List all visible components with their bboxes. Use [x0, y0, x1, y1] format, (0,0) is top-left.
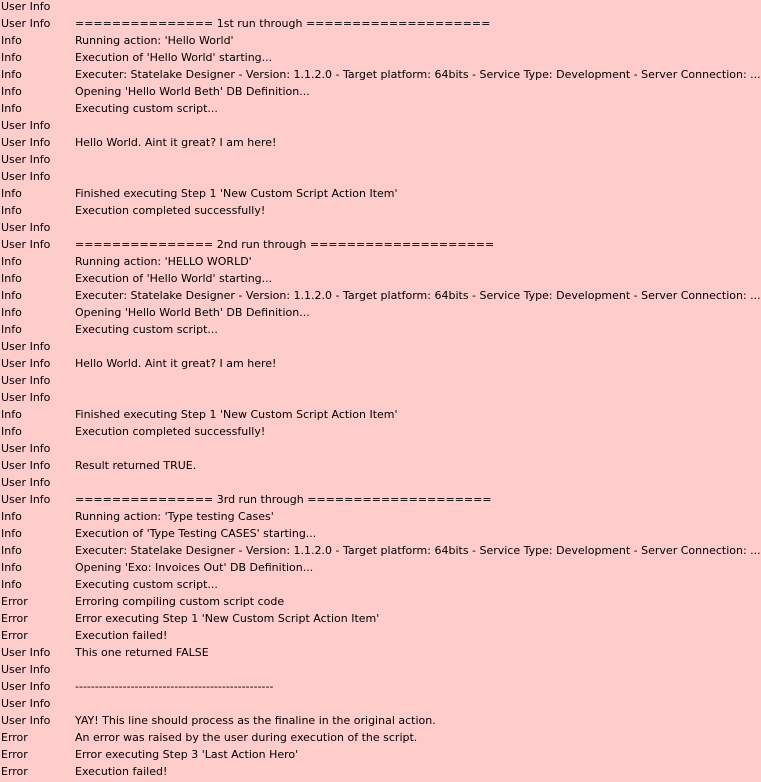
log-message: Hello World. Aint it great? I am here! — [75, 136, 277, 149]
log-level: User Info — [1, 714, 51, 727]
log-message: YAY! This line should process as the finaline in the original action. — [75, 714, 436, 727]
log-entry[interactable] — [0, 187, 704, 204]
log-entry[interactable] — [0, 204, 704, 221]
log-level: Info — [1, 34, 22, 47]
log-level: User Info — [1, 442, 51, 455]
log-entry[interactable] — [0, 544, 761, 561]
log-message: Execution failed! — [75, 765, 168, 778]
log-level: User Info — [1, 680, 51, 693]
log-entry[interactable] — [0, 714, 704, 731]
log-level: Info — [1, 289, 22, 302]
log-entry[interactable] — [0, 68, 761, 85]
log-entry[interactable] — [0, 255, 704, 272]
log-level: User Info — [1, 0, 51, 13]
log-entry[interactable] — [0, 102, 704, 119]
log-entry[interactable] — [0, 561, 704, 578]
log-entry[interactable] — [0, 612, 704, 629]
log-level: Error — [1, 595, 28, 608]
log-entry[interactable] — [0, 476, 704, 493]
log-level: Info — [1, 102, 22, 115]
log-entry[interactable] — [0, 663, 704, 680]
log-level: User Info — [1, 493, 51, 506]
log-entry[interactable] — [0, 0, 704, 17]
log-entry[interactable] — [0, 731, 704, 748]
log-message: Running action: 'Type testing Cases' — [75, 510, 274, 523]
log-entry[interactable] — [0, 765, 704, 782]
log-entry[interactable] — [0, 357, 704, 374]
log-entry[interactable] — [0, 51, 704, 68]
log-level: User Info — [1, 170, 51, 183]
log-message: Execution of 'Hello World' starting... — [75, 51, 273, 64]
log-level: User Info — [1, 697, 51, 710]
log-entry[interactable] — [0, 238, 704, 255]
log-message: Opening 'Exo: Invoices Out' DB Definition... — [75, 561, 314, 574]
log-message: Executing custom script... — [75, 578, 218, 591]
log-level: User Info — [1, 374, 51, 387]
log-level: Info — [1, 561, 22, 574]
log-message: Error executing Step 3 'Last Action Hero' — [75, 748, 299, 761]
log-level: Info — [1, 85, 22, 98]
log-entry[interactable] — [0, 391, 704, 408]
log-message: Opening 'Hello World Beth' DB Definition... — [75, 85, 310, 98]
log-message: Hello World. Aint it great? I am here! — [75, 357, 277, 370]
log-message: Finished executing Step 1 'New Custom Script Action Item' — [75, 187, 398, 200]
log-entry[interactable] — [0, 459, 704, 476]
log-level: Error — [1, 731, 28, 744]
log-message: Execution of 'Type Testing CASES' starting... — [75, 527, 317, 540]
log-entry[interactable] — [0, 323, 704, 340]
log-message: -------------------------------------------------- — [75, 680, 274, 693]
log-level: Info — [1, 51, 22, 64]
log-entry[interactable] — [0, 425, 704, 442]
log-entry[interactable] — [0, 170, 704, 187]
log-level: Info — [1, 323, 22, 336]
log-entry[interactable] — [0, 442, 704, 459]
log-message: Finished executing Step 1 'New Custom Script Action Item' — [75, 408, 398, 421]
log-message: Executer: Statelake Designer - Version: 1.1.2.0 - Target platform: 64bits - Service Type: Development - Server Connection: ... — [75, 68, 761, 81]
log-entry[interactable] — [0, 119, 704, 136]
log-level: User Info — [1, 646, 51, 659]
log-level: User Info — [1, 238, 51, 251]
log-level: Info — [1, 578, 22, 591]
log-entry[interactable] — [0, 340, 704, 357]
log-level: Info — [1, 68, 22, 81]
log-level: Info — [1, 306, 22, 319]
log-level: Error — [1, 612, 28, 625]
log-message: Running action: 'Hello World' — [75, 34, 234, 47]
log-message: =============== 2nd run through ==================== — [75, 238, 495, 251]
log-entry[interactable] — [0, 595, 704, 612]
log-message: =============== 3rd run through ==================== — [75, 493, 492, 506]
log-message: Executing custom script... — [75, 323, 218, 336]
log-entry[interactable] — [0, 510, 704, 527]
log-message: Executer: Statelake Designer - Version: 1.1.2.0 - Target platform: 64bits - Service Type: Development - Server Connection: ... — [75, 544, 761, 557]
log-level: Info — [1, 544, 22, 557]
log-entry[interactable] — [0, 493, 704, 510]
log-message: Execution completed successfully! — [75, 204, 266, 217]
log-entry[interactable] — [0, 289, 761, 306]
log-message: Opening 'Hello World Beth' DB Definition... — [75, 306, 310, 319]
log-level: Info — [1, 527, 22, 540]
log-message: Execution completed successfully! — [75, 425, 266, 438]
log-level: User Info — [1, 153, 51, 166]
log-level: Info — [1, 510, 22, 523]
log-level: Info — [1, 272, 22, 285]
log-level: User Info — [1, 357, 51, 370]
log-message: Execution failed! — [75, 629, 168, 642]
log-entry[interactable] — [0, 34, 704, 51]
log-message: An error was raised by the user during execution of the script. — [75, 731, 418, 744]
log-entry[interactable] — [0, 748, 704, 765]
log-entry[interactable] — [0, 527, 704, 544]
log-level: Info — [1, 408, 22, 421]
log-message: Execution of 'Hello World' starting... — [75, 272, 273, 285]
log-message: =============== 1st run through ==================== — [75, 17, 491, 30]
log-message: Executer: Statelake Designer - Version: 1.1.2.0 - Target platform: 64bits - Service Type: Development - Server Connection: ... — [75, 289, 761, 302]
log-message: Result returned TRUE. — [75, 459, 197, 472]
log-level: User Info — [1, 136, 51, 149]
log-entry[interactable] — [0, 646, 704, 663]
log-level: User Info — [1, 476, 51, 489]
log-message: Erroring compiling custom script code — [75, 595, 285, 608]
log-entry[interactable] — [0, 629, 704, 646]
log-entry[interactable] — [0, 408, 704, 425]
log-level: Error — [1, 748, 28, 761]
log-entry[interactable] — [0, 680, 704, 697]
log-level: User Info — [1, 459, 51, 472]
log-entry[interactable] — [0, 221, 704, 238]
log-level: User Info — [1, 340, 51, 353]
log-level: Error — [1, 765, 28, 778]
log-level: Info — [1, 255, 22, 268]
log-level: Info — [1, 425, 22, 438]
log-level: User Info — [1, 663, 51, 676]
log-entry[interactable] — [0, 272, 704, 289]
log-level: Error — [1, 629, 28, 642]
log-entry[interactable] — [0, 17, 704, 34]
log-level: Info — [1, 204, 22, 217]
log-entry[interactable] — [0, 697, 704, 714]
log-message: Executing custom script... — [75, 102, 218, 115]
log-message: Error executing Step 1 'New Custom Script Action Item' — [75, 612, 380, 625]
log-entry[interactable] — [0, 306, 704, 323]
log-entry[interactable] — [0, 136, 704, 153]
log-level: User Info — [1, 391, 51, 404]
log-level: Info — [1, 187, 22, 200]
log-level: User Info — [1, 119, 51, 132]
log-entry[interactable] — [0, 153, 704, 170]
log-entry[interactable] — [0, 85, 704, 102]
log-level: User Info — [1, 221, 51, 234]
log-entry[interactable] — [0, 578, 704, 595]
log-level: User Info — [1, 17, 51, 30]
log-message: This one returned FALSE — [75, 646, 209, 659]
log-entry[interactable] — [0, 374, 704, 391]
log-message: Running action: 'HELLO WORLD' — [75, 255, 252, 268]
